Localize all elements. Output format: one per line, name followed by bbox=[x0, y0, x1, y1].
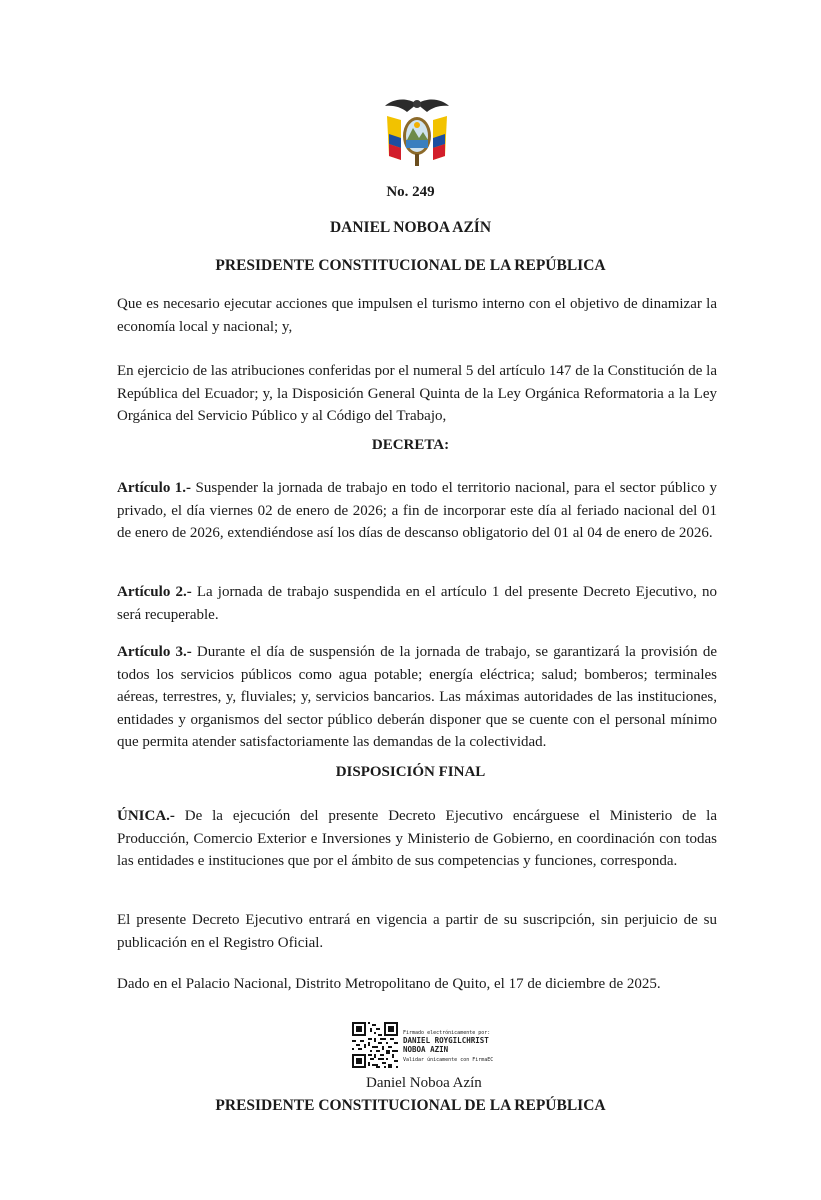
electronic-signature-block bbox=[403, 1030, 493, 1063]
validate-label: Validar únicamente con FirmaEC bbox=[403, 1057, 494, 1063]
article-2-label: Artículo 2.- bbox=[117, 584, 192, 600]
article-3 bbox=[117, 641, 717, 754]
president-title: PRESIDENTE CONSTITUCIONAL DE LA REPÚBLICA bbox=[215, 257, 606, 274]
signature-name: Daniel Noboa Azín bbox=[366, 1075, 482, 1091]
ejercicio-paragraph: En ejercicio de las atribuciones conferidas por el numeral 5 del artículo 147 de la Constitución de la República del Ecuador; y, la Disposición General Quinta de la Ley Orgánica Reformatoria a la Ley Orgánica del Servicio Público y al Código del Trabajo, bbox=[117, 363, 717, 424]
disposicion-final-heading: DISPOSICIÓN FINAL bbox=[335, 764, 486, 780]
article-3-text: Durante el día de suspensión de la jornada de trabajo, se garantizará la provisión de todos los servicios públicos como agua potable; energía eléctrica; salud; bomberos; terminales aéreas, terrestres, y, fluviales; y, servicios bancarios. Las máximas autoridades de las instituciones, entidades y organismos del sector público deberán disponer que se cuente con el personal mínimo que permita atender satisfactoriamente las demandas de la colectividad. bbox=[117, 644, 717, 750]
decree-number: No. 249 bbox=[386, 184, 435, 200]
ecuador-coat-of-arms-icon bbox=[377, 94, 457, 168]
article-1 bbox=[117, 477, 717, 545]
dado-paragraph: Dado en el Palacio Nacional, Distrito Metropolitano de Quito, el 17 de diciembre de 2025. bbox=[117, 976, 661, 992]
decreta-heading: DECRETA: bbox=[371, 437, 450, 453]
article-2-text: La jornada de trabajo suspendida en el artículo 1 del presente Decreto Ejecutivo, no será recuperable. bbox=[117, 584, 717, 623]
article-1-label: Artículo 1.- bbox=[117, 480, 192, 496]
considerando-paragraph: Que es necesario ejecutar acciones que impulsen el turismo interno con el objetivo de dinamizar la economía local y nacional; y, bbox=[117, 296, 717, 335]
article-1-text: Suspender la jornada de trabajo en todo el territorio nacional, para el sector público y privado, el día viernes 02 de enero de 2026; a fin de incorporar este día al feriado nacional del 01 de enero de 2026, extendiéndose así los días de descanso obligatorio del 01 al 04 de enero de 2026. bbox=[117, 480, 717, 541]
unica-label: ÚNICA.- bbox=[117, 808, 175, 824]
signature-qr-code-icon bbox=[352, 1022, 398, 1068]
signer-line-2: NOBOA AZIN bbox=[403, 1045, 449, 1054]
signature-title: PRESIDENTE CONSTITUCIONAL DE LA REPÚBLICA bbox=[215, 1097, 606, 1114]
signer-line-1: DANIEL ROYGILCHRIST bbox=[403, 1036, 489, 1045]
unica-paragraph bbox=[117, 805, 717, 873]
unica-text: De la ejecución del presente Decreto Ejecutivo encárguese el Ministerio de la Producción, Comercio Exterior e Inversiones y Ministerio de Gobierno, en coordinación con todas las entidades e instituciones que por el ámbito de sus competencias y funciones, corresponda. bbox=[117, 808, 717, 869]
article-3-label: Artículo 3.- bbox=[117, 644, 192, 660]
president-name: DANIEL NOBOA AZÍN bbox=[329, 219, 492, 236]
signed-by-label: Firmado electrónicamente por: bbox=[403, 1030, 491, 1036]
vigencia-paragraph: El presente Decreto Ejecutivo entrará en vigencia a partir de su suscripción, sin perjuicio de su publicación en el Registro Oficial. bbox=[117, 912, 717, 951]
article-2 bbox=[117, 581, 717, 626]
